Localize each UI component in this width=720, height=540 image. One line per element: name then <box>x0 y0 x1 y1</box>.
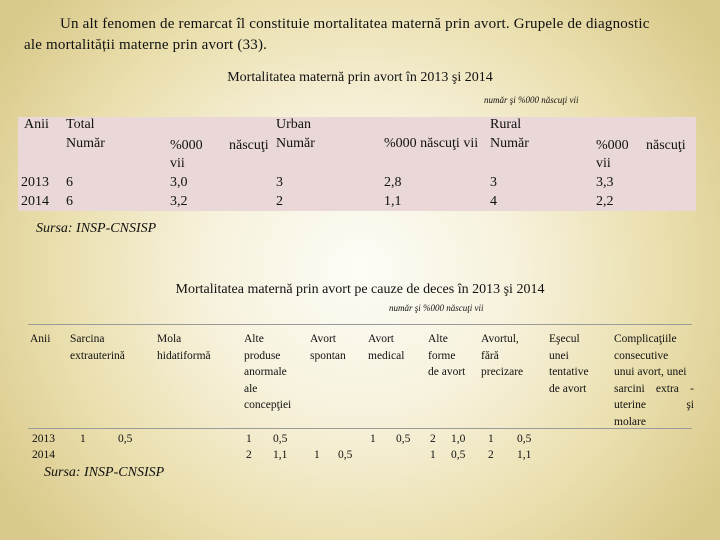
t2-cell-alte-forme-pct: 1,0 <box>451 433 466 445</box>
intro-paragraph <box>24 14 704 56</box>
t1-header-numar-total: Număr <box>66 136 105 151</box>
t1-header-total: Total <box>66 117 95 132</box>
t2-header-sarcina: Sarcina extrauterină <box>70 333 125 362</box>
t2-cell-avortul-fara-pct: 1,1 <box>517 449 532 461</box>
table1-source: Sursa: INSP-CNSISP <box>36 221 157 236</box>
t1-cell-total-nr: 6 <box>66 175 73 190</box>
t2-cell-alte-produse-pct: 1,1 <box>273 449 288 461</box>
t1-cell-urban-nr: 2 <box>276 194 283 209</box>
t1-cell-rural-pct: 2,2 <box>596 194 614 209</box>
t2-header-avort-medical: Avort medical <box>368 333 405 362</box>
t1-row-year: 2013 <box>21 175 49 190</box>
t2-header-complicatiile: Complicaţiile consecutive unui avort, unei sarcini extra - uterine şi molare <box>614 333 694 428</box>
intro-line-2: ale mortalității materne prin avort (33). <box>24 37 268 53</box>
t2-cell-alte-produse-pct: 0,5 <box>273 433 288 445</box>
t2-row-year: 2013 <box>32 433 55 445</box>
t2-cell-avort-spontan-nr: 1 <box>314 449 320 461</box>
t2-header-alte-forme: Alte forme de avort <box>428 333 466 378</box>
t1-cell-total-pct: 3,2 <box>170 194 188 209</box>
t2-header-esecul: Eşecul unei tentative de avort <box>549 333 589 395</box>
t1-cell-urban-nr: 3 <box>276 175 283 190</box>
t2-header-anii: Anii <box>30 333 51 345</box>
table2-source: Sursa: INSP-CNSISP <box>44 465 165 480</box>
t2-cell-alte-produse-nr: 1 <box>246 433 252 445</box>
t1-header-pct-rural-cont: vii <box>596 156 611 171</box>
table2-title: Mortalitatea maternă prin avort pe cauze de deces în 2013 şi 2014 <box>175 282 545 297</box>
t2-cell-avortul-fara-pct: 0,5 <box>517 433 532 445</box>
t2-header-avortul-fara: Avortul, fără precizare <box>481 333 524 378</box>
table2-top-rule <box>28 324 692 325</box>
t2-cell-sarcina-pct: 0,5 <box>118 433 133 445</box>
t1-header-pct-rural: %000 <box>596 138 629 153</box>
t1-header-urban: Urban <box>276 117 311 132</box>
table1-band <box>18 117 696 211</box>
table1-unit: număr şi %000 născuţi vii <box>484 95 579 105</box>
table2-mid-rule <box>28 428 692 429</box>
t1-cell-rural-nr: 3 <box>490 175 497 190</box>
t1-header-nascuti-total: născuţi <box>229 138 269 153</box>
t1-cell-total-pct: 3,0 <box>170 175 188 190</box>
t2-cell-avort-spontan-pct: 0,5 <box>338 449 353 461</box>
t2-header-mola: Mola hidatiformă <box>157 333 211 362</box>
t2-cell-alte-forme-nr: 1 <box>430 449 436 461</box>
t1-header-anii: Anii <box>24 117 49 132</box>
t1-cell-total-nr: 6 <box>66 194 73 209</box>
t2-cell-alte-forme-pct: 0,5 <box>451 449 466 461</box>
t2-cell-avort-medical-pct: 0,5 <box>396 433 411 445</box>
t2-cell-sarcina-nr: 1 <box>80 433 86 445</box>
t2-cell-avort-medical-nr: 1 <box>370 433 376 445</box>
t1-cell-rural-pct: 3,3 <box>596 175 614 190</box>
t1-cell-urban-pct: 2,8 <box>384 175 402 190</box>
t1-header-pct-total-cont: vii <box>170 156 185 171</box>
t1-header-numar-urban: Număr <box>276 136 315 151</box>
t2-header-avort-spontan: Avort spontan <box>310 333 346 362</box>
table1-title: Mortalitatea maternă prin avort în 2013 şi 2014 <box>227 70 493 85</box>
t1-row-year: 2014 <box>21 194 49 209</box>
t1-header-rural: Rural <box>490 117 522 132</box>
t1-cell-urban-pct: 1,1 <box>384 194 402 209</box>
t2-cell-alte-produse-nr: 2 <box>246 449 252 461</box>
t1-cell-rural-nr: 4 <box>490 194 497 209</box>
intro-line-1: Un alt fenomen de remarcat îl constituie mortalitatea maternă prin avort. Grupele de diagnostic <box>60 16 650 32</box>
t1-header-pct-urban: %000 născuţi vii <box>384 136 479 151</box>
t1-header-numar-rural: Număr <box>490 136 529 151</box>
t2-row-year: 2014 <box>32 449 55 461</box>
table2-unit: număr şi %000 născuţi vii <box>389 303 484 313</box>
t2-header-alte-produse: Alte produse anormale ale concepţiei <box>244 333 292 411</box>
t2-cell-alte-forme-nr: 2 <box>430 433 436 445</box>
t2-cell-avortul-fara-nr: 2 <box>488 449 494 461</box>
t2-cell-avortul-fara-nr: 1 <box>488 433 494 445</box>
t1-header-pct-total: %000 <box>170 138 203 153</box>
t1-header-nascuti-rural: născuţi <box>646 138 686 153</box>
